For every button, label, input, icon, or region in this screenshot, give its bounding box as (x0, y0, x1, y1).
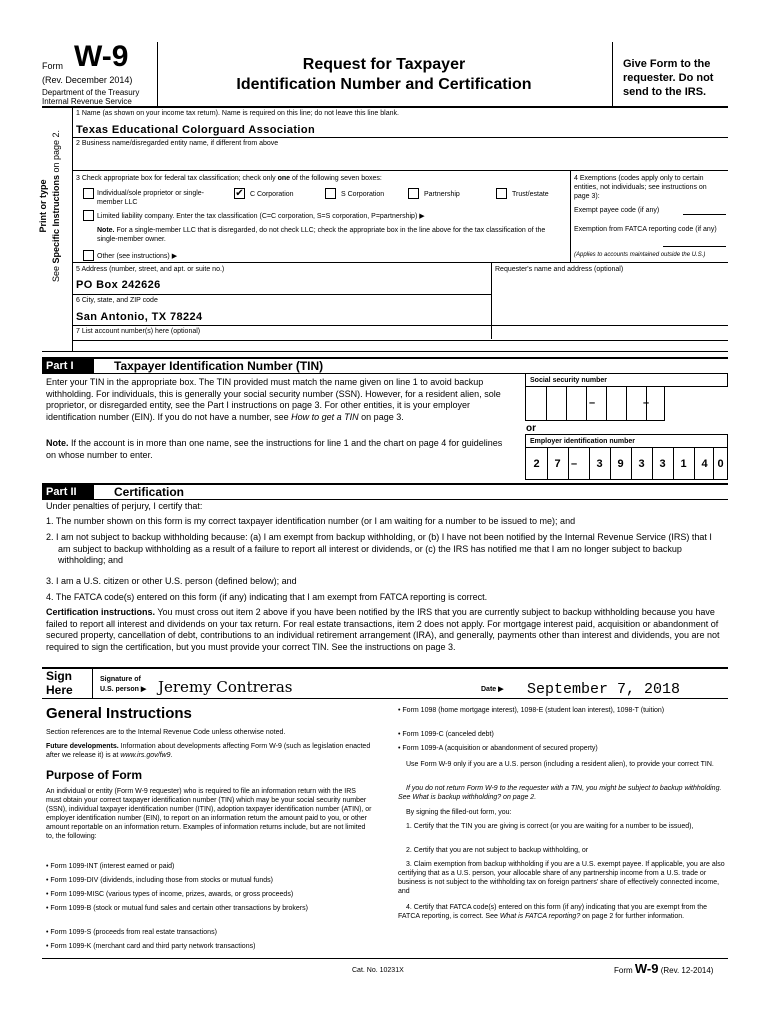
llc-label: Limited liability company. Enter the tax classification (C=C corporation, S=S corporation, P=partnership) ▶ (97, 213, 425, 220)
by-signing-text: By signing the filled-out form, you: (406, 809, 512, 816)
give-form-note: Give Form to the requester. Do not send to the IRS. (623, 58, 714, 98)
option-individual-label: Individual/sole proprietor or single-member LLC (97, 190, 204, 206)
ssn-label-box (525, 373, 728, 387)
use-form-text: Use Form W-9 only if you are a U.S. person (including a resident alien), to provide your correct TIN. (406, 761, 714, 768)
date-label: Date ▶ (481, 686, 504, 693)
ein-label-box (525, 434, 728, 448)
certify-item-4: 4. Certify that FATCA code(s) entered on this form (if any) indicating that you are exempt from the FATCA reporting, is correct. See What is FATCA reporting? on page 2 for further information. (398, 904, 708, 920)
fatca-label: Exemption from FATCA reporting code (if any) (574, 226, 717, 233)
catalog-number: Cat. No. 10231X (352, 967, 404, 974)
backup-withholding-note: If you do not return Form W-9 to the requester with a TIN, you might be subject to backup withholding. See What is backup withholding? on page 2. (398, 785, 722, 801)
department: Department of the Treasury (42, 88, 140, 97)
ein-digit: 1 (680, 458, 687, 470)
left-bullet: • Form 1099-B (stock or mutual fund sales and certain other transactions by brokers) (46, 905, 308, 912)
us-person-label: U.S. person ▶ (100, 686, 147, 693)
exempt-payee-field[interactable] (683, 214, 726, 215)
line3-label: 3 Check appropriate box for federal tax classification; check only one of the following seven boxes: (76, 175, 382, 182)
purpose-text: An individual or entity (Form W-9 requester) who is required to file an information return with the IRS must obtain your correct taxpayer identification number (TIN) which may be your social security number (SSN), individual taxpayer identification number (ITIN), adoption taxpayer identification number (ATIN), or employer identification number (EIN), to report on an information return the amount paid to you, or other amount reportable on an information return. Examples of information returns include, but are not limited to, the following: (46, 788, 372, 840)
right-bullet: • Form 1098 (home mortgage interest), 1098-E (student loan interest), 1098-T (tuition) (398, 707, 665, 714)
ssn-field[interactable] (525, 386, 665, 421)
right-bullet: • Form 1099-A (acquisition or abandonment of secured property) (398, 745, 598, 752)
part2-title: Certification (114, 485, 185, 499)
line7-account-field[interactable] (73, 340, 728, 341)
see-specific-instructions: See Specific Instructions on page 2. (51, 129, 61, 283)
part1-instructions: Enter your TIN in the appropriate box. The TIN provided must match the name given on line 1 to avoid backup withholding. For individuals, this is generally your social security number (SSN). However, for a resident alien, sole proprietor, or disregarded entity, see the Part I instructions on page 3. For other entities, it is your employer identification number (EIN). If you do not have a number, see How to get a TIN on page 3. (46, 377, 501, 422)
checkbox-llc[interactable] (83, 210, 94, 221)
general-p1: Section references are to the Internal Revenue Code unless otherwise noted. (46, 729, 286, 736)
fatca-code-field[interactable] (663, 246, 726, 247)
fatca-applies-note: (Applies to accounts maintained outside the U.S.) (574, 252, 706, 258)
revision: (Rev. December 2014) (42, 75, 133, 85)
line7-label: 7 List account number(s) here (optional) (76, 328, 201, 335)
line5-address-field[interactable]: PO Box 242626 (76, 279, 161, 291)
side-label (40, 86, 70, 326)
sign-here-label: Sign Here (46, 669, 73, 697)
title-line-2: Identification Number and Certification (236, 76, 532, 93)
requester-label: Requester's name and address (optional) (495, 266, 624, 273)
ein-digit: 3 (638, 458, 645, 470)
irs-link[interactable]: www.irs.gov/fw9 (120, 752, 171, 759)
signature-field[interactable]: Jeremy Contreras (158, 678, 293, 696)
ein-field[interactable] (525, 447, 714, 480)
ein-label: Employer identification number (530, 438, 636, 445)
certify-item-3: 3. Claim exemption from backup withholding if you are a U.S. exempt payee. If applicable, you are also certifying that as a U.S. person, your allocable share of any partnership income from a U.S. trade or business is not subject to the withholding tax on foreign partners' share of effectively connected income, and (398, 861, 725, 895)
left-bullet: • Form 1099-S (proceeds from real estate transactions) (46, 929, 217, 936)
option-s-corporation-label: S Corporation (341, 191, 385, 198)
form-header (0, 0, 770, 112)
date-field[interactable]: September 7, 2018 (527, 681, 681, 698)
left-bullet: • Form 1099-MISC (various types of income, prizes, awards, or gross proceeds) (46, 891, 294, 898)
or-label: or (526, 423, 536, 434)
ein-digit: 9 (617, 458, 624, 470)
ein-digit: 2 (533, 458, 540, 470)
ein-digit-last (713, 447, 728, 480)
ein-dash: – (571, 458, 578, 470)
cert-instructions: Certification instructions. You must cross out item 2 above if you have been notified by the IRS that you are currently subject to backup withholding because you have failed to report all interest and dividends on your tax return. For real estate transactions, item 2 does not apply. For mortgage interest paid, acquisition or abandonment of secured property, cancellation of debt, contributions to an individual retirement arrangement (IRA), and generally, payments other than interest and dividends, you are not required to sign the certification, but you must provide your correct TIN. See the instructions on page 3. (46, 607, 720, 652)
option-partnership-label: Partnership (424, 191, 460, 198)
ein-digit: 0 (717, 458, 724, 470)
other-label: Other (see instructions) ▶ (97, 253, 178, 260)
part1-title: Taxpayer Identification Number (TIN) (114, 359, 324, 373)
part1-note: Note. If the account is in more than one name, see the instructions for line 1 and the chart on page 4 for guidelines on whose number to enter. (46, 438, 503, 460)
cert-item-4: 4. The FATCA code(s) entered on this form (if any) indicating that I am exempt from FATCA reporting is correct. (46, 592, 488, 602)
line3-note: Note. For a single-member LLC that is disregarded, do not check LLC; check the appropriate box in the line above for the tax classification of the single-member owner. (97, 227, 546, 243)
left-bullet: • Form 1099-K (merchant card and third party network transactions) (46, 943, 256, 950)
form-number: W-9 (74, 40, 129, 73)
irs-label: Internal Revenue Service (42, 97, 132, 106)
ein-digit: 3 (596, 458, 603, 470)
line6-city-field[interactable]: San Antonio, TX 78224 (76, 311, 203, 323)
option-trust-estate-label: Trust/estate (512, 191, 549, 198)
line5-label: 5 Address (number, street, and apt. or suite no.) (76, 266, 225, 273)
checkbox-trust-estate[interactable] (496, 188, 507, 199)
title-line-1: Request for Taxpayer (302, 56, 466, 73)
ein-digit: 7 (554, 458, 561, 470)
checkbox-c-corporation[interactable]: ✔ (235, 188, 244, 199)
checkbox-individual[interactable] (83, 188, 94, 199)
line2-label: 2 Business name/disregarded entity name, if different from above (76, 140, 279, 147)
ssn-dash-2: – (643, 397, 650, 409)
line4-label: 4 Exemptions (codes apply only to certain entities, not individuals; see instructions on page 3): (574, 175, 707, 200)
checkbox-s-corporation[interactable] (325, 188, 336, 199)
certify-item-1: 1. Certify that the TIN you are giving is correct (or you are waiting for a number to be issued), (406, 823, 694, 830)
line1-label: 1 Name (as shown on your income tax return). Name is required on this line; do not leave this line blank. (76, 110, 399, 117)
checkbox-partnership[interactable] (408, 188, 419, 199)
signature-of-label: Signature of (100, 676, 141, 683)
ein-digit: 3 (659, 458, 666, 470)
purpose-heading: Purpose of Form (46, 768, 143, 782)
checkbox-other[interactable] (83, 250, 94, 261)
cert-intro: Under penalties of perjury, I certify that: (46, 501, 203, 511)
part1-tag: Part I (42, 359, 94, 373)
footer-form-id: Form W-9 (Rev. 12-2014) (614, 961, 714, 976)
part2-tag: Part II (42, 485, 94, 499)
right-bullet: • Form 1099-C (canceled debt) (398, 731, 494, 738)
option-c-corporation-label: C Corporation (250, 191, 294, 198)
ssn-dash-1: – (589, 397, 596, 409)
line6-label: 6 City, state, and ZIP code (76, 297, 158, 304)
form-word: Form (42, 61, 63, 71)
print-or-type: Print or type (38, 179, 48, 233)
cert-item-2: 2. I am not subject to backup withholding because: (a) I am exempt from backup withholding, or (b) I have not been notified by the Internal Revenue Service (IRS) that I am subject to backup withholding as a result of a failure to report all interest or dividends, or (c) the IRS has notified me that I am no longer subject to backup withholding; and (46, 532, 712, 565)
ein-digit: 4 (701, 458, 708, 470)
ssn-label: Social security number (530, 377, 608, 384)
cert-item-3: 3. I am a U.S. citizen or other U.S. person (defined below); and (46, 576, 297, 586)
line1-name-field[interactable]: Texas Educational Colorguard Association (76, 124, 316, 136)
form-title (160, 55, 608, 95)
left-bullet: • Form 1099-DIV (dividends, including those from stocks or mutual funds) (46, 877, 273, 884)
general-instructions-heading: General Instructions (46, 705, 192, 722)
left-bullet: • Form 1099-INT (interest earned or paid) (46, 863, 175, 870)
exempt-payee-label: Exempt payee code (if any) (574, 207, 660, 214)
future-developments: Future developments. Information about developments affecting Form W-9 (such as legislation enacted after we release it) is at www.irs.gov/fw9. (46, 743, 371, 759)
certify-item-2: 2. Certify that you are not subject to backup withholding, or (406, 847, 589, 854)
cert-item-1: 1. The number shown on this form is my correct taxpayer identification number (or I am waiting for a number to be issued to me); and (46, 516, 576, 526)
